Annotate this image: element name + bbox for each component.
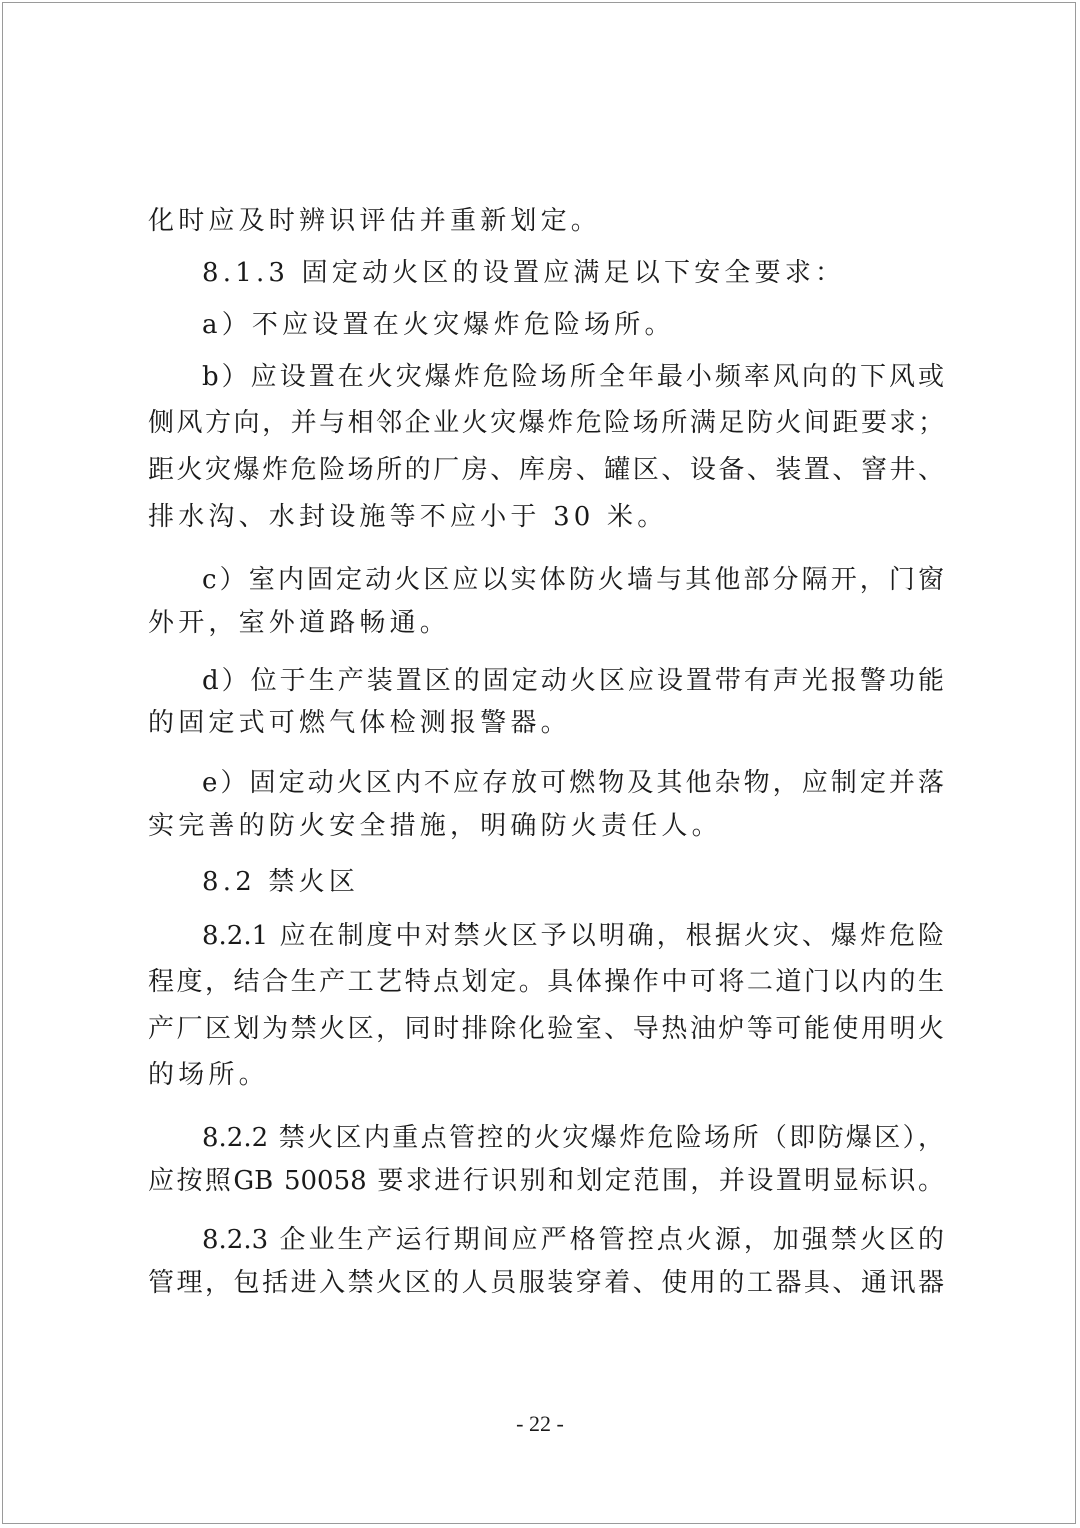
section-heading: 8.2 禁火区: [202, 867, 360, 897]
paragraph-start: 8.2.1 应在制度中对禁火区予以明确，根据火灾、爆炸危险: [202, 921, 944, 951]
list-item: d）位于生产装置区的固定动火区应设置带有声光报警功能: [202, 666, 944, 696]
list-item: c）室内固定动火区应以实体防火墙与其他部分隔开，门窗: [202, 565, 944, 595]
body-line: 排水沟、水封设施等不应小于 30 米。: [148, 502, 668, 532]
body-line: 的固定式可燃气体检测报警器。: [148, 708, 571, 738]
body-line: 侧风方向，并与相邻企业火灾爆炸危险场所满足防火间距要求；: [148, 408, 944, 438]
page-number: - 22 -: [516, 1411, 564, 1436]
list-item: e）固定动火区内不应存放可燃物及其他杂物，应制定并落: [202, 768, 944, 798]
body-line: 程度，结合生产工艺特点划定。具体操作中可将二道门以内的生: [148, 967, 944, 997]
body-line: 产厂区划为禁火区，同时排除化验室、导热油炉等可能使用明火: [148, 1014, 944, 1044]
list-item: b）应设置在火灾爆炸危险场所全年最小频率风向的下风或: [202, 362, 944, 392]
body-line: 外开，室外道路畅通。: [148, 608, 451, 638]
body-line: 应按照GB 50058 要求进行识别和划定范围，并设置明显标识。: [148, 1166, 944, 1196]
body-line: 的场所。: [148, 1060, 269, 1090]
body-line: 化时应及时辨识评估并重新划定。: [148, 206, 602, 236]
paragraph-start: 8.2.2 禁火区内重点管控的火灾爆炸危险场所（即防爆区），: [202, 1123, 944, 1153]
section-heading: 8.1.3 固定动火区的设置应满足以下安全要求：: [202, 258, 846, 288]
paragraph-start: 8.2.3 企业生产运行期间应严格管控点火源，加强禁火区的: [202, 1225, 944, 1255]
body-line: 实完善的防火安全措施，明确防火责任人。: [148, 811, 722, 841]
body-line: 管理，包括进入禁火区的人员服装穿着、使用的工器具、通讯器: [148, 1268, 944, 1298]
body-line: 距火灾爆炸危险场所的厂房、库房、罐区、设备、装置、窨井、: [148, 455, 944, 485]
list-item: a）不应设置在火灾爆炸危险场所。: [202, 310, 675, 340]
